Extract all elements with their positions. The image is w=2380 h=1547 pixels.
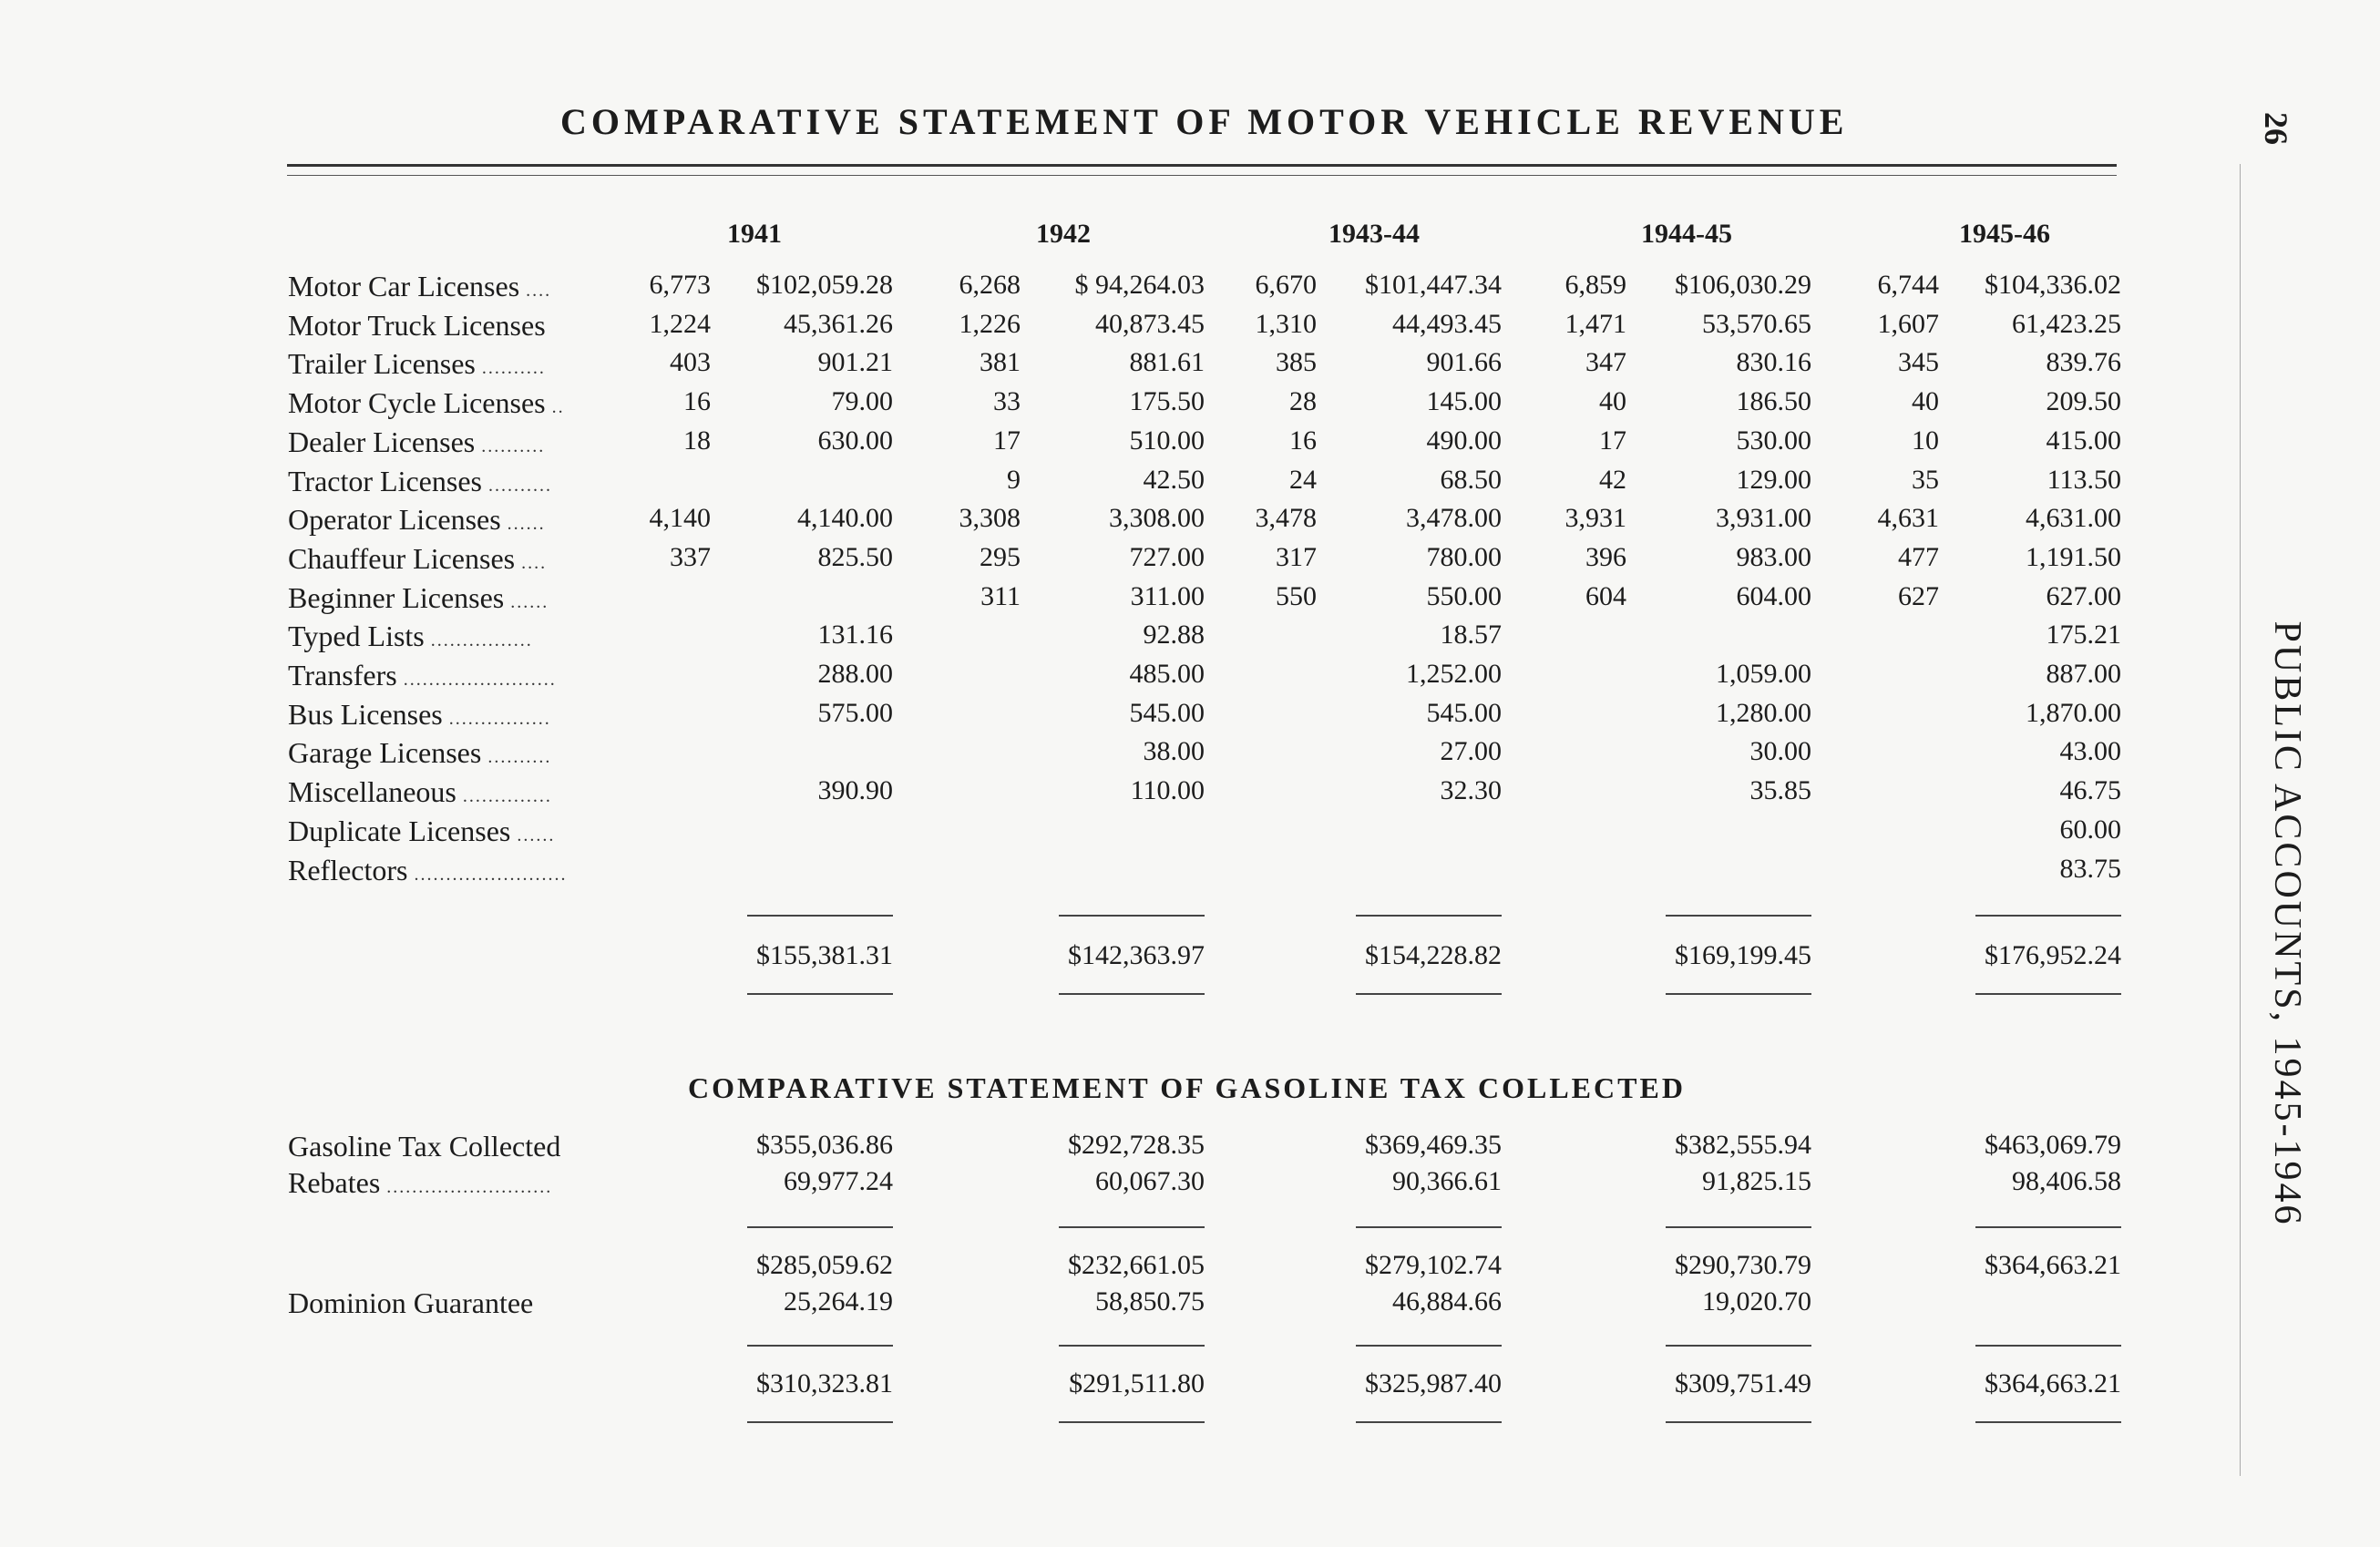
- amount-cell: 887.00: [2046, 659, 2121, 689]
- amount-cell: $101,447.34: [1365, 270, 1502, 300]
- amount-cell: $355,036.86: [756, 1130, 893, 1160]
- count-cell: 40: [1599, 386, 1626, 417]
- count-cell: 6,744: [1877, 270, 1939, 300]
- amount-cell: 98,406.58: [2012, 1166, 2121, 1196]
- leader-dots: ..........: [481, 747, 552, 768]
- amount-cell: 30.00: [1749, 736, 1811, 767]
- count-cell: 345: [1898, 347, 1939, 378]
- amount-cell: 550.00: [1426, 580, 1502, 611]
- sum-rule: [1356, 1421, 1502, 1423]
- leader-dots: ..........: [481, 475, 552, 496]
- amount-cell: 627.00: [2046, 580, 2121, 611]
- row-label: [288, 698, 634, 732]
- sum-rule: [1356, 1226, 1502, 1228]
- amount-cell: 727.00: [1129, 541, 1205, 572]
- count-cell: 28: [1289, 386, 1317, 417]
- amount-cell: 83.75: [2059, 853, 2121, 884]
- row-label-text: Garage Licenses: [288, 736, 482, 770]
- count-cell: 550: [1276, 580, 1317, 611]
- leader-dots: ................: [424, 630, 533, 651]
- amount-cell: 825.50: [817, 541, 893, 572]
- total-rule-top: [1356, 915, 1502, 917]
- total-rule-bottom: [1356, 993, 1502, 995]
- row-label-text: Dealer Licenses: [288, 425, 476, 458]
- amount-cell: 27.00: [1440, 736, 1502, 767]
- gasoline-tax-title: COMPARATIVE STATEMENT OF GASOLINE TAX COLLECTED: [688, 1071, 1686, 1104]
- amount-cell: 311.00: [1130, 580, 1205, 611]
- amount-cell: 175.21: [2046, 620, 2121, 651]
- running-title: PUBLIC ACCOUNTS, 1945-1946: [2266, 620, 2308, 1227]
- count-cell: 295: [980, 541, 1021, 572]
- amount-cell: 839.76: [2046, 347, 2121, 378]
- amount-cell: 53,570.65: [1702, 308, 1811, 339]
- row-label-text: Chauffeur Licenses: [288, 541, 516, 575]
- amount-cell: 42.50: [1143, 464, 1205, 495]
- amount-cell: 32.30: [1440, 775, 1502, 806]
- amount-cell: 3,308.00: [1109, 503, 1205, 534]
- amount-cell: 131.16: [817, 620, 893, 651]
- row-label-text: Motor Truck Licenses: [288, 308, 546, 342]
- row-label: [288, 386, 634, 420]
- amount-cell: 45,361.26: [784, 308, 893, 339]
- amount-cell: 545.00: [1426, 697, 1502, 728]
- amount-cell: 390.90: [817, 775, 893, 806]
- count-cell: 4,631: [1877, 503, 1939, 534]
- amount-cell: 38.00: [1143, 736, 1205, 767]
- count-cell: 10: [1912, 425, 1939, 456]
- row-label-text: Rebates: [288, 1166, 381, 1199]
- sum-rule: [747, 1345, 893, 1347]
- amount-cell: 44,493.45: [1392, 308, 1502, 339]
- amount-cell: 129.00: [1736, 464, 1811, 495]
- sum-rule: [1975, 1226, 2121, 1228]
- row-label: [288, 1286, 634, 1320]
- count-cell: 33: [993, 386, 1021, 417]
- row-label-text: Motor Car Licenses: [288, 270, 520, 302]
- row-label: [288, 620, 634, 653]
- amount-cell: 40,873.45: [1095, 308, 1205, 339]
- count-cell: 6,773: [649, 270, 711, 300]
- count-cell: 4,140: [649, 503, 711, 534]
- row-label-text: Typed Lists: [288, 620, 425, 653]
- leader-dots: ......: [504, 591, 549, 612]
- sum-rule: [1975, 1345, 2121, 1347]
- count-cell: 337: [670, 541, 711, 572]
- amount-cell: 175.50: [1129, 386, 1205, 417]
- count-cell: 17: [1599, 425, 1626, 456]
- amount-cell: 510.00: [1129, 425, 1205, 456]
- row-label: [288, 270, 634, 303]
- total-rule-bottom: [1666, 993, 1811, 995]
- amount-cell: $325,987.40: [1365, 1368, 1502, 1398]
- sum-rule: [1059, 1226, 1205, 1228]
- amount-cell: 61,423.25: [2012, 308, 2121, 339]
- amount-cell: 58,850.75: [1095, 1286, 1205, 1316]
- row-label-text: Duplicate Licenses: [288, 814, 511, 847]
- total-cell: $154,228.82: [1365, 940, 1502, 970]
- year-header: 1942: [1036, 219, 1091, 249]
- leader-dots: ................: [442, 708, 551, 729]
- count-cell: 385: [1276, 347, 1317, 378]
- count-cell: 3,931: [1564, 503, 1626, 534]
- count-cell: 24: [1289, 464, 1317, 495]
- row-label: [288, 542, 634, 576]
- amount-cell: 830.16: [1736, 347, 1811, 378]
- leader-dots: ......: [510, 825, 556, 845]
- row-label: [288, 465, 634, 498]
- amount-cell: 604.00: [1736, 580, 1811, 611]
- amount-cell: 92.88: [1143, 620, 1205, 651]
- total-rule-bottom: [747, 993, 893, 995]
- amount-cell: 1,059.00: [1716, 659, 1811, 689]
- total-rule-bottom: [1059, 993, 1205, 995]
- amount-cell: 69,977.24: [784, 1166, 893, 1196]
- amount-cell: $290,730.79: [1675, 1250, 1811, 1280]
- count-cell: 16: [1289, 425, 1317, 456]
- amount-cell: 18.57: [1440, 620, 1502, 651]
- amount-cell: 901.21: [817, 347, 893, 378]
- sum-rule: [1666, 1226, 1811, 1228]
- amount-cell: $364,663.21: [1985, 1368, 2121, 1398]
- row-label: [288, 775, 634, 809]
- row-label-text: Trailer Licenses: [288, 347, 476, 381]
- amount-cell: $310,323.81: [756, 1368, 893, 1398]
- sum-rule: [1059, 1421, 1205, 1423]
- amount-cell: $463,069.79: [1985, 1130, 2121, 1160]
- count-cell: 6,268: [959, 270, 1021, 300]
- amount-cell: 113.50: [2047, 464, 2121, 495]
- amount-cell: 46,884.66: [1392, 1286, 1502, 1316]
- amount-cell: 19,020.70: [1702, 1286, 1811, 1316]
- row-label: [288, 425, 634, 459]
- row-label-text: Operator Licenses: [288, 503, 501, 537]
- count-cell: 35: [1912, 464, 1939, 495]
- row-label-text: Dominion Guarantee: [288, 1286, 534, 1319]
- row-label-text: Transfers: [288, 659, 397, 692]
- amount-cell: 983.00: [1736, 541, 1811, 572]
- amount-cell: 881.61: [1129, 347, 1205, 378]
- amount-cell: 530.00: [1736, 425, 1811, 456]
- row-label: [288, 854, 634, 887]
- amount-cell: 3,931.00: [1716, 503, 1811, 534]
- count-cell: 40: [1912, 386, 1939, 417]
- header-rule-bottom: [287, 175, 2117, 176]
- sum-rule: [747, 1421, 893, 1423]
- count-cell: 311: [980, 580, 1021, 611]
- leader-dots: ..........................: [380, 1177, 553, 1197]
- amount-cell: $364,663.21: [1985, 1250, 2121, 1280]
- amount-cell: 4,631.00: [2026, 503, 2121, 534]
- sum-rule: [1059, 1345, 1205, 1347]
- count-cell: 317: [1276, 541, 1317, 572]
- count-cell: 18: [683, 425, 711, 456]
- count-cell: 347: [1585, 347, 1626, 378]
- amount-cell: 43.00: [2059, 736, 2121, 767]
- sum-rule: [1666, 1421, 1811, 1423]
- amount-cell: $382,555.94: [1675, 1130, 1811, 1160]
- amount-cell: 1,870.00: [2026, 697, 2121, 728]
- amount-cell: $279,102.74: [1365, 1250, 1502, 1280]
- amount-cell: $369,469.35: [1365, 1130, 1502, 1160]
- amount-cell: 1,252.00: [1406, 659, 1502, 689]
- amount-cell: 415.00: [2046, 425, 2121, 456]
- page-number: 26: [2258, 112, 2294, 145]
- amount-cell: 575.00: [817, 697, 893, 728]
- count-cell: 1,226: [959, 308, 1021, 339]
- amount-cell: 46.75: [2059, 775, 2121, 806]
- amount-cell: 3,478.00: [1406, 503, 1502, 534]
- row-label: [288, 581, 634, 615]
- count-cell: 403: [670, 347, 711, 378]
- amount-cell: $104,336.02: [1985, 270, 2121, 300]
- row-label: [288, 503, 634, 537]
- year-header: 1941: [727, 219, 782, 249]
- count-cell: 1,310: [1255, 308, 1317, 339]
- count-cell: 6,859: [1564, 270, 1626, 300]
- row-label: [288, 1166, 634, 1200]
- amount-cell: 79.00: [831, 386, 893, 417]
- year-header: 1943-44: [1328, 219, 1420, 249]
- count-cell: 17: [993, 425, 1021, 456]
- total-rule-top: [1059, 915, 1205, 917]
- amount-cell: 60.00: [2059, 814, 2121, 845]
- total-rule-bottom: [1975, 993, 2121, 995]
- amount-cell: 145.00: [1426, 386, 1502, 417]
- amount-cell: 110.00: [1130, 775, 1205, 806]
- sum-rule: [1975, 1421, 2121, 1423]
- leader-dots: ........................: [396, 670, 557, 690]
- sum-rule: [1666, 1345, 1811, 1347]
- row-label: [288, 736, 634, 770]
- count-cell: 627: [1898, 580, 1939, 611]
- year-header: 1945-46: [1959, 219, 2050, 249]
- total-cell: $169,199.45: [1675, 940, 1811, 970]
- count-cell: 3,308: [959, 503, 1021, 534]
- count-cell: 396: [1585, 541, 1626, 572]
- amount-cell: 90,366.61: [1392, 1166, 1502, 1196]
- count-cell: 604: [1585, 580, 1626, 611]
- row-label: [288, 814, 634, 848]
- count-cell: 1,471: [1564, 308, 1626, 339]
- amount-cell: 25,264.19: [784, 1286, 893, 1316]
- row-label-text: Motor Cycle Licenses: [288, 386, 546, 420]
- amount-cell: 485.00: [1129, 659, 1205, 689]
- amount-cell: 4,140.00: [797, 503, 893, 534]
- sum-rule: [747, 1226, 893, 1228]
- count-cell: 1,224: [649, 308, 711, 339]
- count-cell: 3,478: [1255, 503, 1317, 534]
- count-cell: 42: [1599, 464, 1626, 495]
- total-rule-top: [747, 915, 893, 917]
- total-rule-top: [1666, 915, 1811, 917]
- amount-cell: 288.00: [817, 659, 893, 689]
- leader-dots: ..........: [475, 435, 546, 456]
- row-label-text: Tractor Licenses: [288, 464, 482, 497]
- leader-dots: ..........: [475, 358, 546, 379]
- count-cell: 381: [980, 347, 1021, 378]
- amount-cell: 490.00: [1426, 425, 1502, 456]
- year-header: 1944-45: [1641, 219, 1732, 249]
- total-cell: $155,381.31: [756, 940, 893, 970]
- row-label-text: Beginner Licenses: [288, 580, 505, 614]
- row-label-text: Miscellaneous: [288, 775, 457, 809]
- amount-cell: $232,661.05: [1068, 1250, 1205, 1280]
- amount-cell: $102,059.28: [756, 270, 893, 300]
- row-label: [288, 659, 634, 692]
- amount-cell: 545.00: [1129, 697, 1205, 728]
- total-cell: $142,363.97: [1068, 940, 1205, 970]
- leader-dots: ......: [500, 514, 546, 535]
- row-label: [288, 347, 634, 381]
- row-label-text: Bus Licenses: [288, 697, 443, 731]
- amount-cell: 60,067.30: [1095, 1166, 1205, 1196]
- amount-cell: 186.50: [1736, 386, 1811, 417]
- amount-cell: $106,030.29: [1675, 270, 1811, 300]
- leader-dots: ..: [545, 397, 565, 418]
- row-label: [288, 309, 634, 343]
- amount-cell: 630.00: [817, 425, 893, 456]
- total-rule-top: [1975, 915, 2121, 917]
- row-label: [288, 1130, 634, 1163]
- count-cell: 6,670: [1255, 270, 1317, 300]
- total-cell: $176,952.24: [1985, 940, 2121, 970]
- amount-cell: 35.85: [1749, 775, 1811, 806]
- amount-cell: $292,728.35: [1068, 1130, 1205, 1160]
- amount-cell: 1,191.50: [2026, 541, 2121, 572]
- count-cell: 16: [683, 386, 711, 417]
- row-label-text: Gasoline Tax Collected: [288, 1130, 561, 1163]
- motor-vehicle-title: COMPARATIVE STATEMENT OF MOTOR VEHICLE REVENUE: [560, 101, 1849, 142]
- sum-rule: [1356, 1345, 1502, 1347]
- leader-dots: ..............: [456, 786, 552, 807]
- amount-cell: 209.50: [2046, 386, 2121, 417]
- count-cell: 477: [1898, 541, 1939, 572]
- amount-cell: 91,825.15: [1702, 1166, 1811, 1196]
- header-rule-top: [287, 164, 2117, 167]
- amount-cell: 68.50: [1440, 464, 1502, 495]
- leader-dots: ....: [515, 552, 548, 573]
- amount-cell: $309,751.49: [1675, 1368, 1811, 1398]
- amount-cell: $ 94,264.03: [1074, 270, 1205, 300]
- leader-dots: ....: [519, 281, 552, 301]
- amount-cell: $285,059.62: [756, 1250, 893, 1280]
- amount-cell: 780.00: [1426, 541, 1502, 572]
- margin-rule: [2240, 164, 2241, 1476]
- row-label-text: Reflectors: [288, 853, 408, 886]
- amount-cell: 1,280.00: [1716, 697, 1811, 728]
- amount-cell: $291,511.80: [1069, 1368, 1205, 1398]
- count-cell: 9: [1007, 464, 1021, 495]
- amount-cell: 901.66: [1426, 347, 1502, 378]
- leader-dots: ........................: [407, 864, 568, 885]
- count-cell: 1,607: [1877, 308, 1939, 339]
